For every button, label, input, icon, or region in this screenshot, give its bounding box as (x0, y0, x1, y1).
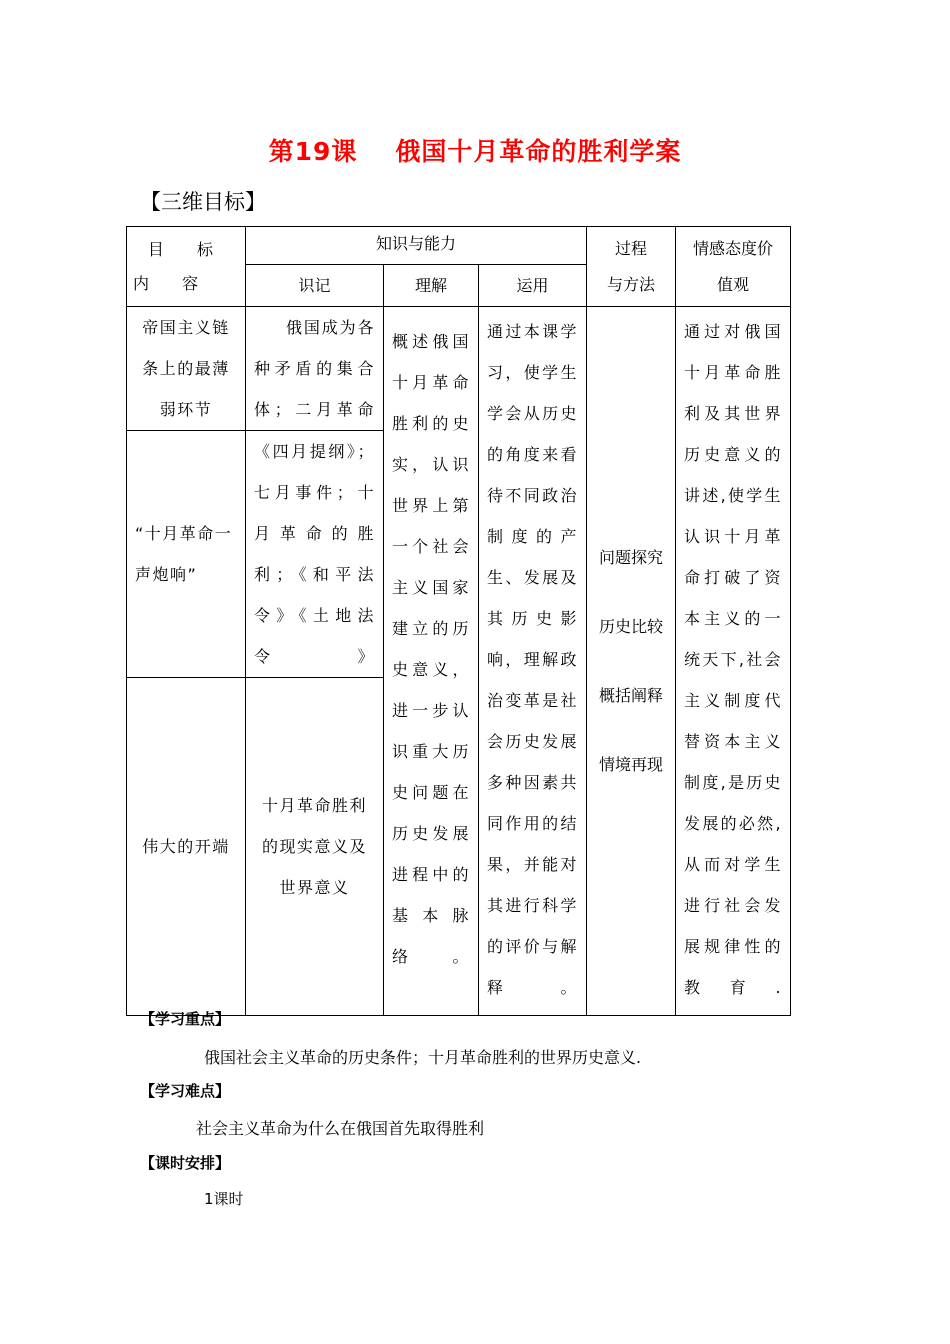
row3-remember: 十月革命胜利的现实意义及世界意义 (261, 796, 367, 897)
remember-header (246, 265, 384, 307)
method-item: 情境再现 (599, 755, 664, 774)
corner-top-label: 目 标 (147, 239, 227, 259)
schedule-text: 1课时 (204, 1190, 244, 1208)
knowledge-header-label: 知识与能力 (376, 234, 457, 253)
lesson-name: 俄国十月革命的胜利学案 (395, 137, 682, 166)
row2-remember-cell (246, 431, 384, 678)
schedule-heading: 【课时安排】 (140, 1154, 231, 1172)
row1-remember: 俄国成为各种矛盾的集合体；二月革命 (254, 318, 375, 419)
row3-content-cell (127, 678, 246, 1016)
understand-header (384, 265, 479, 307)
apply-header (479, 265, 587, 307)
method-item: 历史比较 (599, 617, 664, 636)
lesson-number: 第19课 (268, 137, 358, 166)
emotion-cell (676, 307, 791, 1016)
method-item: 概括阐释 (599, 686, 664, 705)
row2-content-cell (127, 431, 246, 678)
difficulty-text: 社会主义革命为什么在俄国首先取得胜利 (196, 1119, 485, 1138)
apply-cell (479, 307, 587, 1016)
remember-header-label: 识记 (298, 275, 331, 295)
understand-cell (384, 307, 479, 1016)
goals-table (126, 226, 791, 1016)
process-header-line1: 过程 (615, 238, 648, 258)
apply-text: 通过本课学习，使学生学会从历史的角度来看待不同政治制度的产生、发展及其历史影响，理解政治变革是社会历史发展多种因素共同作用的结果，并能对其进行科学的评价与解释。 (487, 322, 579, 997)
row1-remember-cell (246, 307, 384, 431)
knowledge-header (246, 227, 587, 265)
emotion-header-line1: 情感态度价 (693, 238, 774, 258)
difficulty-heading: 【学习难点】 (140, 1082, 231, 1100)
process-header (587, 227, 676, 307)
page-title (0, 132, 950, 168)
apply-header-label: 运用 (516, 275, 549, 295)
focus-text: 俄国社会主义革命的历史条件；十月革命胜利的世界历史意义. (204, 1048, 642, 1067)
corner-header-cell (127, 227, 246, 307)
emotion-text: 通过对俄国十月革命胜利及其世界历史意义的讲述,使学生认识十月革命打破了资本主义的一统天下,社会主义制度代替资本主义制度,是历史发展的必然,从而对学生进行社会发展规律性的教育. (684, 322, 783, 997)
row1-content: 帝国主义链条上的最薄弱环节 (142, 318, 230, 419)
row1-content-cell (127, 307, 246, 431)
row2-content: “十月革命一声炮响” (135, 524, 233, 584)
understand-text: 概述俄国十月革命胜利的史实，认识世界上第一个社会主义国家建立的历史意义，进一步认识重大历史问题在历史发展进程中的基本脉络。 (392, 332, 470, 966)
emotion-header (676, 227, 791, 307)
corner-bottom-label: 内 容 (133, 273, 213, 293)
row3-remember-cell (246, 678, 384, 1016)
row3-content: 伟大的开端 (142, 837, 230, 856)
understand-header-label: 理解 (414, 275, 447, 295)
focus-heading: 【学习重点】 (140, 1010, 231, 1028)
method-item: 问题探究 (599, 548, 664, 567)
process-header-line2: 与方法 (607, 274, 656, 294)
section-goals-heading: 【三维目标】 (140, 190, 266, 214)
emotion-header-line2: 值观 (717, 274, 750, 294)
row2-remember: 《四月提纲》；七月事件；十月革命的胜利；《和平法令》《土地法令》 (254, 442, 375, 666)
methods-cell (587, 307, 676, 1016)
